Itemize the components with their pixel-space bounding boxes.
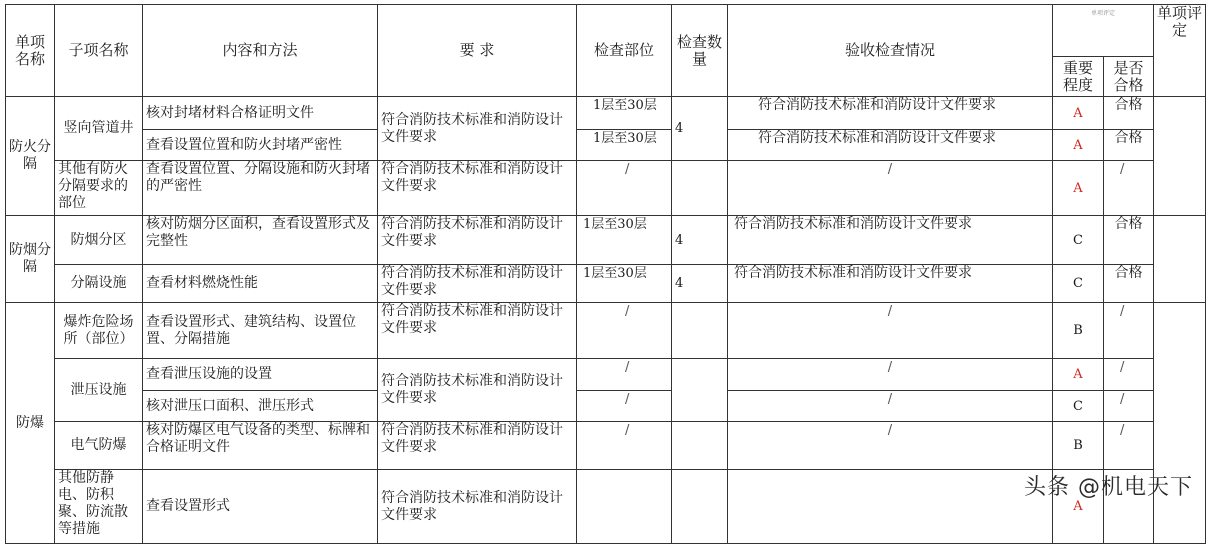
requirement-cell: 符合消防技术标准和消防设计文件要求 — [378, 303, 577, 359]
header-item: 单项名称 — [6, 5, 55, 97]
subitem-cell: 爆炸危险场所（部位） — [55, 303, 143, 359]
subitem-cell: 其他防静电、防积聚、防流散等措施 — [55, 470, 143, 544]
grade-cell: A — [1053, 97, 1104, 130]
count-cell: 4 — [672, 97, 728, 161]
count-cell — [672, 470, 728, 544]
table-row — [6, 161, 1206, 216]
method-cell: 查看设置形式、建筑结构、设置位置、分隔措施 — [143, 303, 378, 359]
method-cell: 查看泄压设施的设置 — [143, 359, 378, 391]
count-cell — [672, 359, 728, 422]
situation-cell: 符合消防技术标准和消防设计文件要求 — [728, 265, 1053, 303]
situation-cell: / — [728, 161, 1053, 216]
group-smoke-separation: 防烟分隔 — [6, 216, 55, 303]
header-importance: 重要程度 — [1053, 57, 1104, 97]
method-cell: 核对防烟分区面积，查看设置形式及完整性 — [143, 216, 378, 265]
pass-cell: 合格 — [1104, 97, 1154, 130]
requirement-cell: 符合消防技术标准和消防设计文件要求 — [378, 161, 577, 216]
pass-cell: 合格 — [1104, 130, 1154, 161]
location-cell: / — [577, 391, 672, 422]
location-cell: / — [577, 303, 672, 359]
situation-cell: 符合消防技术标准和消防设计文件要求 — [728, 216, 1053, 265]
subitem-cell: 其他有防火分隔要求的部位 — [55, 161, 143, 216]
header-count: 检查数量 — [672, 5, 728, 97]
grade-cell: A — [1053, 470, 1104, 544]
count-cell: 4 — [672, 216, 728, 265]
requirement-cell: 符合消防技术标准和消防设计文件要求 — [378, 422, 577, 470]
grade-cell: C — [1053, 216, 1104, 265]
count-cell — [672, 161, 728, 216]
requirement-cell: 符合消防技术标准和消防设计文件要求 — [378, 265, 577, 303]
method-cell: 核对防爆区电气设备的类型、标牌和合格证明文件 — [143, 422, 378, 470]
header-row — [6, 5, 1206, 57]
evaluation-cell — [1154, 97, 1206, 216]
grade-cell: A — [1053, 161, 1104, 216]
pass-cell: / — [1104, 303, 1154, 359]
requirement-cell: 符合消防技术标准和消防设计文件要求 — [378, 97, 577, 161]
situation-cell: 符合消防技术标准和消防设计文件要求 — [728, 97, 1053, 130]
location-cell: 1层至30层 — [577, 130, 672, 161]
table-row — [6, 97, 1206, 130]
location-cell — [577, 470, 672, 544]
subitem-cell: 分隔设施 — [55, 265, 143, 303]
header-tiny-note: 单项评定 — [1053, 5, 1154, 57]
header-situation: 验收检查情况 — [728, 5, 1053, 97]
method-cell: 核对封堵材料合格证明文件 — [143, 97, 378, 130]
header-evaluation: 单项评定 — [1154, 5, 1206, 97]
pass-cell: / — [1104, 391, 1154, 422]
table-row — [6, 359, 1206, 391]
grade-cell: A — [1053, 359, 1104, 391]
group-explosion-proof: 防爆 — [6, 303, 55, 544]
method-cell: 查看设置位置和防火封堵严密性 — [143, 130, 378, 161]
requirement-cell: 符合消防技术标准和消防设计文件要求 — [378, 359, 577, 422]
location-cell: / — [577, 359, 672, 391]
method-cell: 核对泄压口面积、泄压形式 — [143, 391, 378, 422]
pass-cell: / — [1104, 422, 1154, 470]
method-cell: 查看材料燃烧性能 — [143, 265, 378, 303]
subitem-cell: 泄压设施 — [55, 359, 143, 422]
requirement-cell: 符合消防技术标准和消防设计文件要求 — [378, 470, 577, 544]
pass-cell: / — [1104, 359, 1154, 391]
header-pass: 是否合格 — [1104, 57, 1154, 97]
evaluation-cell — [1154, 303, 1206, 544]
table-row — [6, 303, 1206, 359]
method-cell: 查看设置形式 — [143, 470, 378, 544]
pass-cell: / — [1104, 161, 1154, 216]
subitem-cell: 防烟分区 — [55, 216, 143, 265]
header-subitem: 子项名称 — [55, 5, 143, 97]
requirement-cell: 符合消防技术标准和消防设计文件要求 — [378, 216, 577, 265]
grade-cell: B — [1053, 303, 1104, 359]
count-cell — [672, 422, 728, 470]
situation-cell: / — [728, 359, 1053, 391]
table-row — [6, 265, 1206, 303]
method-cell: 查看设置位置、分隔设施和防火封堵的严密性 — [143, 161, 378, 216]
situation-cell: / — [728, 422, 1053, 470]
situation-cell: 符合消防技术标准和消防设计文件要求 — [728, 130, 1053, 161]
grade-cell: C — [1053, 265, 1104, 303]
grade-cell: C — [1053, 391, 1104, 422]
table-row — [6, 422, 1206, 470]
watermark: 头条 @机电天下 — [1024, 475, 1193, 500]
location-cell: 1层至30层 — [577, 216, 672, 265]
acceptance-table — [5, 4, 1206, 544]
table-row — [6, 216, 1206, 265]
situation-cell: / — [728, 303, 1053, 359]
header-location: 检查部位 — [577, 5, 672, 97]
grade-cell: A — [1053, 130, 1104, 161]
location-cell: / — [577, 161, 672, 216]
pass-cell: 合格 — [1104, 265, 1154, 303]
pass-cell: 合格 — [1104, 216, 1154, 265]
header-requirement: 要 求 — [378, 5, 577, 97]
location-cell: 1层至30层 — [577, 265, 672, 303]
situation-cell: / — [728, 391, 1053, 422]
header-method: 内容和方法 — [143, 5, 378, 97]
count-cell — [672, 303, 728, 359]
group-fire-separation: 防火分隔 — [6, 97, 55, 216]
location-cell: / — [577, 422, 672, 470]
grade-cell: B — [1053, 422, 1104, 470]
table-row — [6, 130, 1206, 161]
location-cell: 1层至30层 — [577, 97, 672, 130]
evaluation-cell — [1154, 216, 1206, 303]
count-cell: 4 — [672, 265, 728, 303]
subitem-cell: 竖向管道井 — [55, 97, 143, 161]
situation-cell — [728, 470, 1053, 544]
subitem-cell: 电气防爆 — [55, 422, 143, 470]
table-row — [6, 391, 1206, 422]
